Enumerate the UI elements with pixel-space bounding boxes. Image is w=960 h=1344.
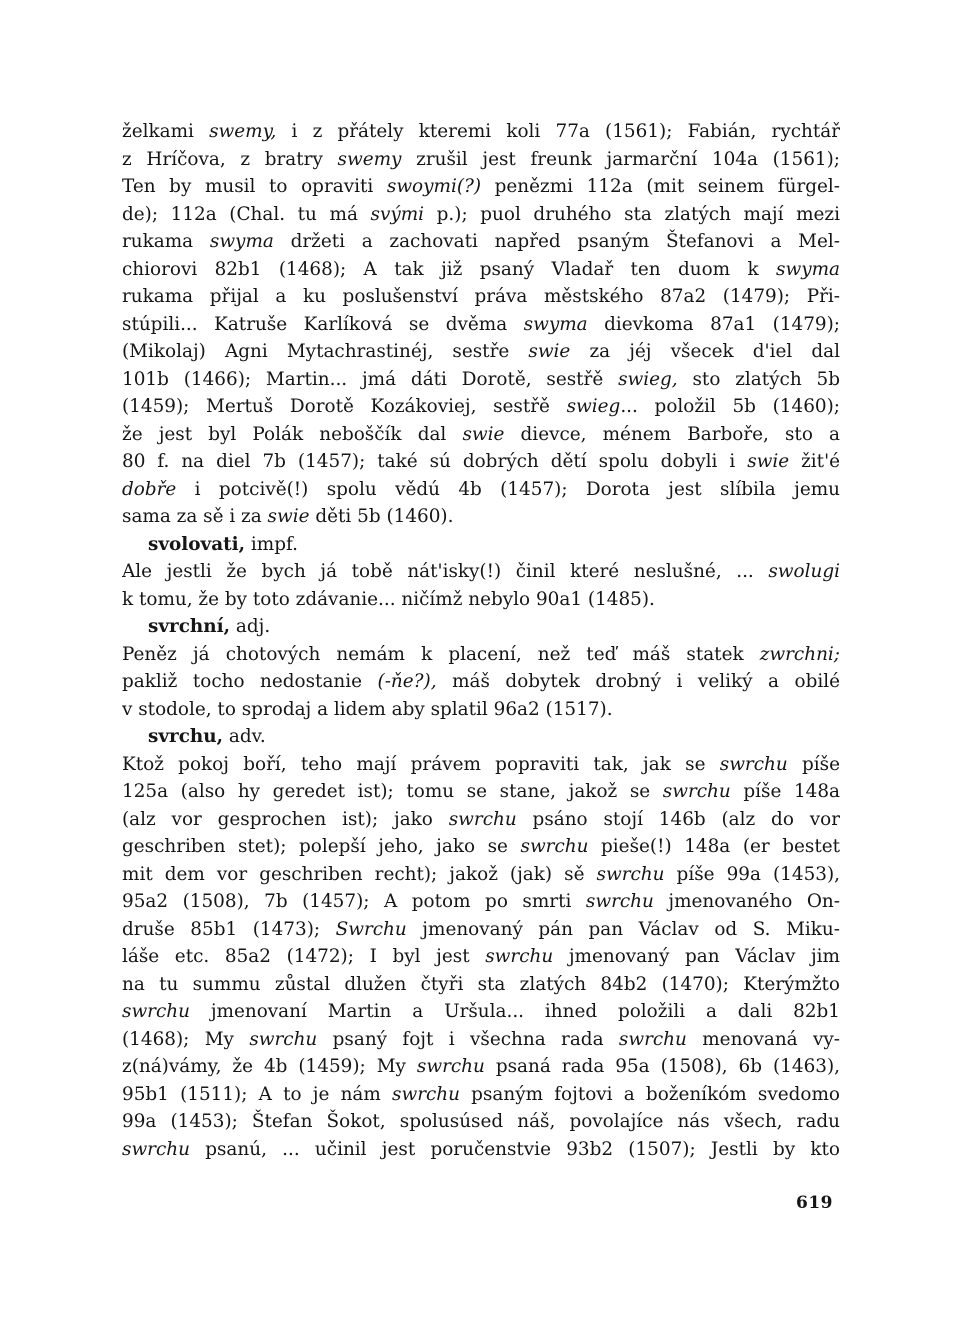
text-line — [122, 1081, 840, 1109]
text-line — [122, 1108, 840, 1136]
text-run: že jest byl Polák neboščík dal — [122, 423, 463, 445]
italic-form: swoymi(?) — [386, 176, 482, 197]
text-line — [122, 421, 840, 449]
italic-form: swrchu — [585, 891, 654, 912]
italic-form: swyma — [523, 313, 588, 335]
text-run: menovaná vy- — [686, 1028, 840, 1050]
text-line — [122, 888, 840, 916]
text-run: žit'é — [789, 451, 840, 472]
text-run: na tu summu zůstal dlužen čtyři sta zlatých 84b2 (1470); Kterýmžto — [122, 973, 840, 995]
text-line — [122, 751, 840, 779]
headword: svrchu, — [148, 726, 224, 747]
italic-form: svými — [370, 203, 425, 225]
text-line — [122, 971, 840, 999]
text-run: de); 112a (Chal. tu má — [122, 203, 371, 225]
text-run: Ten by musil to opraviti — [122, 176, 387, 197]
text-line — [122, 146, 840, 174]
text-run: adv. — [223, 726, 266, 747]
text-run: píše 99a (1453), — [664, 863, 840, 885]
text-run: píše 148a — [730, 781, 840, 802]
italic-form: swrchu — [122, 1138, 190, 1160]
text-line — [122, 861, 840, 889]
text-run: k tomu, že by toto zdávanie... ničímž nebylo 90a1 (1485). — [122, 588, 655, 610]
text-run: máš dobytek drobný i veliký a obilé — [436, 671, 840, 692]
text-line — [122, 393, 840, 421]
text-run: mit dem vor geschriben recht); jakož (jak) sě — [122, 863, 597, 885]
text-line — [122, 1136, 840, 1164]
text-run: stúpili... Katruše Karlíková se dvěma — [122, 313, 524, 335]
text-run: adj. — [230, 616, 271, 637]
italic-form: swieg, — [618, 368, 678, 390]
text-run: 99a (1453); Štefan Šokot, spolusúsed náš, povolajíce nás všech, radu — [122, 1111, 840, 1132]
text-run: chiorovi 82b1 (1468); A tak již psaný Vladař ten duom k — [122, 258, 777, 280]
text-line — [122, 641, 840, 669]
italic-form: zwrchni; — [759, 643, 840, 665]
text-line — [122, 503, 840, 531]
text-run: (alz vor gesprochen ist); jako — [122, 808, 449, 830]
italic-form: swyma — [776, 258, 840, 280]
text-run: jmenovaný pán pan Václav od S. Miku- — [406, 918, 840, 940]
text-run: pieše(!) 148a (er bestet — [588, 836, 840, 857]
entry-headword-line — [122, 531, 840, 559]
text-run: píše — [787, 753, 840, 775]
text-line — [122, 283, 840, 311]
text-line — [122, 998, 840, 1026]
text-line — [122, 256, 840, 284]
text-line — [122, 943, 840, 971]
text-run: 80 f. na diel 7b (1457); také sú dobrých dětí spolu dobyli i — [122, 451, 748, 472]
text-run: 125a (also hy geredet ist); tomu se stane, jakož se — [122, 781, 663, 802]
text-run: p.); puol druhého sta zlatých mají mezi — [424, 203, 840, 225]
text-run: z(ná)vámy, že 4b (1459); My — [122, 1056, 417, 1077]
headword: svrchní, — [148, 616, 231, 637]
text-run: i potcivě(!) spolu vědú 4b (1457); Dorota jest slíbila jemu — [176, 478, 840, 500]
text-run: za jéj všecek d'iel dal — [570, 341, 840, 362]
text-run: dievce, ménem Barboře, sto a — [504, 423, 840, 445]
text-run: ... položil 5b (1460); — [620, 396, 840, 417]
text-line — [122, 201, 840, 229]
text-line — [122, 366, 840, 394]
text-run: i z přátely kteremi koli 77a (1561); Fabián, rychtář — [276, 121, 840, 142]
italic-form: swieg — [566, 396, 621, 417]
headword: svolovati, — [148, 533, 246, 555]
entry-headword-line — [122, 613, 840, 641]
text-line — [122, 668, 840, 696]
text-line — [122, 778, 840, 806]
text-line — [122, 586, 840, 614]
text-run: sama za sě i za — [122, 506, 268, 527]
italic-form: swrchu — [485, 946, 554, 967]
italic-form: swrchu — [719, 753, 788, 775]
italic-form: swrchu — [520, 836, 589, 857]
text-run: Ktož pokoj boří, teho mají právem popraviti tak, jak se — [122, 753, 720, 775]
text-line — [122, 1026, 840, 1054]
text-line — [122, 228, 840, 256]
text-run: (Mikolaj) Agni Mytachrastinéj, sestře — [122, 341, 529, 362]
italic-form: swie — [747, 451, 790, 472]
text-line — [122, 833, 840, 861]
text-run: 95a2 (1508), 7b (1457); A potom po smrti — [122, 891, 586, 912]
text-run: psaná rada 95a (1508), 6b (1463), — [484, 1056, 840, 1077]
text-run: (1459); Mertuš Dorotě Kozákoviej, sestřě — [122, 396, 567, 417]
italic-form: swrchu — [662, 781, 731, 802]
text-line — [122, 476, 840, 504]
text-line — [122, 173, 840, 201]
text-line — [122, 558, 840, 586]
text-run: zrušil jest freunk jarmarční 104a (1561); — [401, 148, 840, 170]
text-run: z Hríčova, z bratry — [122, 148, 338, 170]
italic-form: swyma — [209, 231, 274, 252]
text-run: jmenovaný pan Václav jim — [553, 946, 840, 967]
text-line — [122, 806, 840, 834]
text-run: Ale jestli že bych já tobě nát'isky(!) činil které neslušné, ... — [122, 561, 769, 582]
italic-form: dobře — [122, 478, 177, 500]
italic-form: swie — [267, 506, 310, 527]
text-run: jmenovaného On- — [653, 891, 840, 912]
text-run: v stodole, to sprodaj a lidem aby splatil 96a2 (1517). — [122, 698, 613, 720]
text-line — [122, 118, 840, 146]
text-line — [122, 696, 840, 724]
text-run: sto zlatých 5b — [677, 368, 840, 390]
italic-form: swrchu — [249, 1028, 318, 1050]
italic-form: swemy — [337, 148, 402, 170]
text-run: psaným fojtovi a boženíkóm svedomo — [459, 1083, 840, 1105]
italic-form: swrchu — [416, 1056, 485, 1077]
italic-form: swrchu — [392, 1083, 460, 1105]
italic-form: swrchu — [448, 808, 517, 830]
text-line — [122, 311, 840, 339]
text-run: želkami — [122, 121, 210, 142]
italic-form: swrchu — [618, 1028, 687, 1050]
text-run: děti 5b (1460). — [309, 506, 454, 527]
text-run: druše 85b1 (1473); — [122, 918, 336, 940]
text-run: jmenovaní Martin a Uršula... ihned položili a dali 82b1 — [189, 1001, 840, 1022]
text-run: psanú, ... učinil jest poručenstvie 93b2 (1507); Jestli by kto — [189, 1138, 840, 1160]
text-run: 95b1 (1511); A to je nám — [122, 1083, 393, 1105]
italic-form: swie — [528, 341, 571, 362]
text-run: rukama přijal a ku poslušenství práva městského 87a2 (1479); Při- — [122, 286, 840, 307]
text-line — [122, 916, 840, 944]
text-run: impf. — [245, 533, 298, 555]
italic-form: swrchu — [596, 863, 665, 885]
text-run: geschriben stet); polepší jeho, jako se — [122, 836, 521, 857]
dictionary-text — [122, 118, 840, 1163]
text-run: Peněz já chotových nemám k placení, než teď máš statek — [122, 643, 760, 665]
text-run: psáno stojí 146b (alz do vor — [516, 808, 840, 830]
text-line — [122, 1053, 840, 1081]
italic-form: swolugi — [768, 561, 840, 582]
page-number: 619 — [796, 1193, 833, 1213]
text-line — [122, 338, 840, 366]
italic-form: swemy, — [209, 121, 277, 142]
text-run: 101b (1466); Martin... jmá dáti Dorotě, sestřě — [122, 368, 619, 390]
text-run: láše etc. 85a2 (1472); I byl jest — [122, 946, 486, 967]
text-run: (1468); My — [122, 1028, 250, 1050]
italic-form: swrchu — [122, 1001, 190, 1022]
text-run: pakliž tocho nedostanie — [122, 671, 378, 692]
italic-form: (-ňe?), — [377, 671, 437, 692]
text-line — [122, 448, 840, 476]
entry-headword-line — [122, 723, 840, 751]
text-run: dievkoma 87a1 (1479); — [587, 313, 840, 335]
italic-form: swie — [462, 423, 505, 445]
text-run: držeti a zachovati napřed psaným Štefanovi a Mel- — [273, 231, 840, 252]
text-run: rukama — [122, 231, 210, 252]
italic-form: Swrchu — [335, 918, 407, 940]
text-run: penězmi 112a (mit seinem fürgel- — [481, 176, 840, 197]
text-run: psaný fojt i všechna rada — [317, 1028, 619, 1050]
